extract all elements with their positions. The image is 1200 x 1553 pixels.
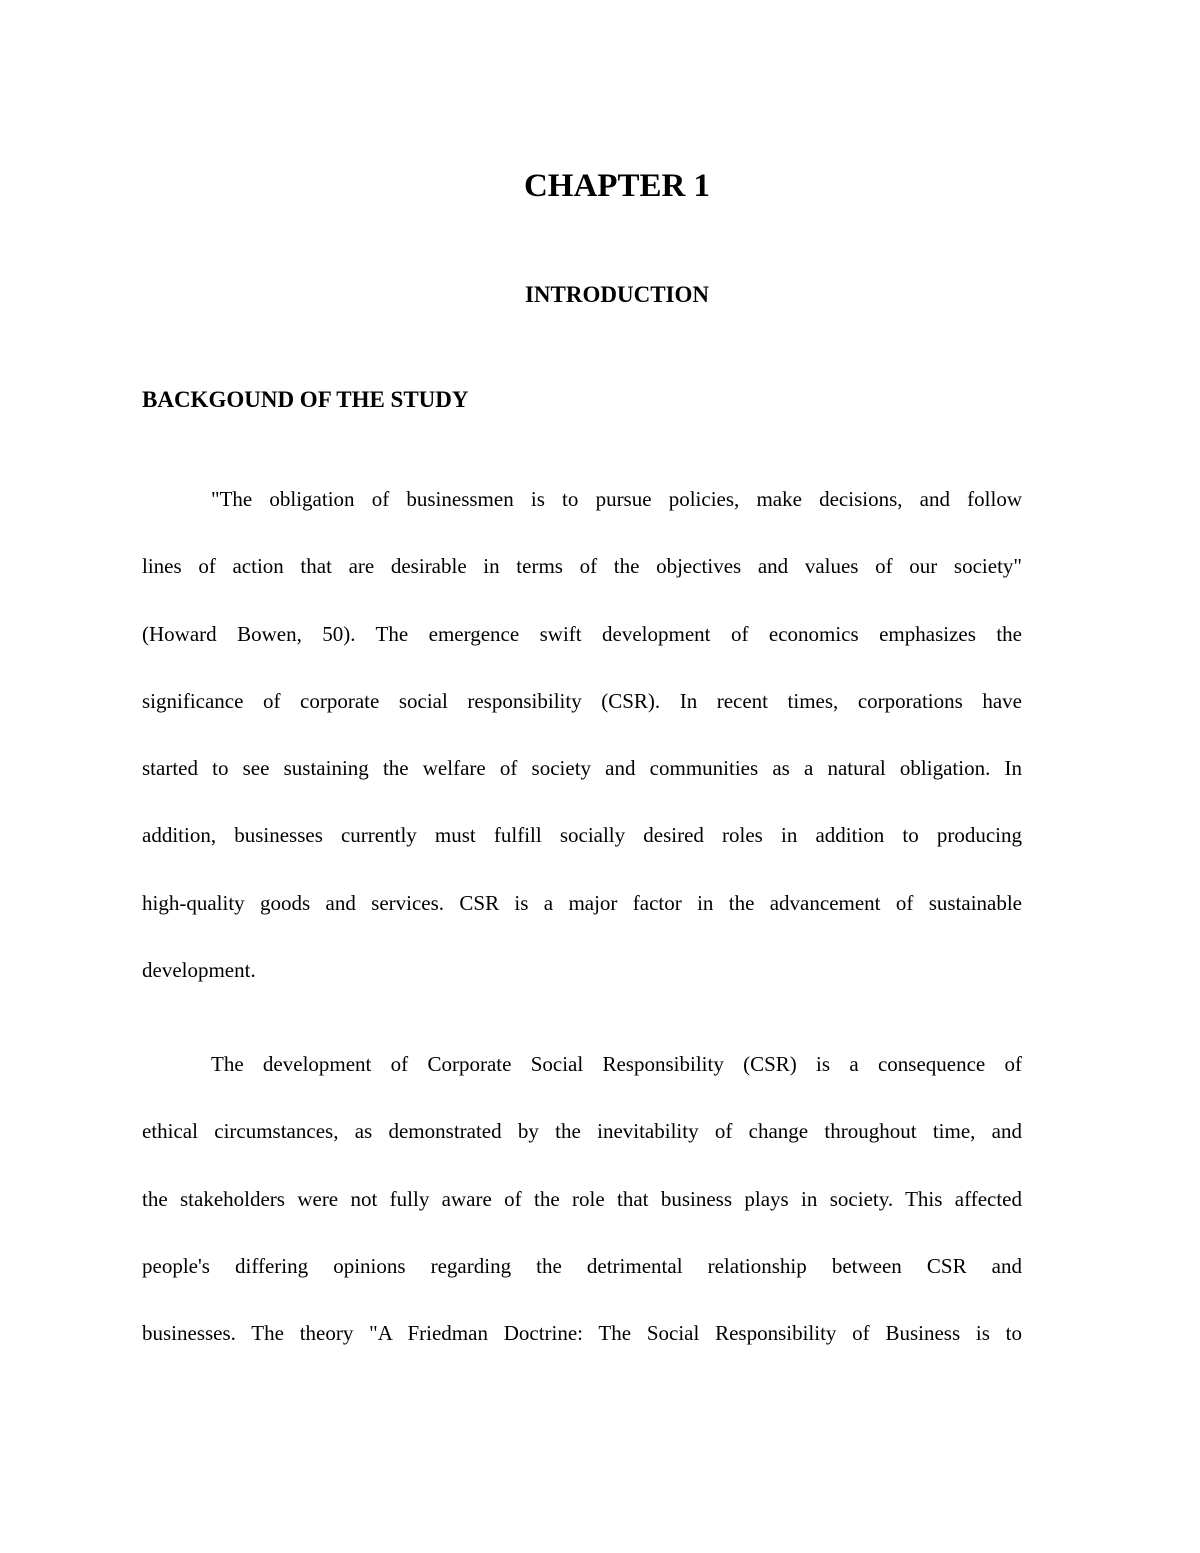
paragraph-2 [142,1049,1022,1385]
subsection-title: BACKGOUND OF THE STUDY [142,387,469,412]
paragraph-line: The development of Corporate Social Responsibility (CSR) is a consequence of [211,1052,1022,1076]
section-title: INTRODUCTION [524,282,710,307]
paragraph-line: high-quality goods and services. CSR is a major factor in the advancement of sustainable [142,890,1022,915]
paragraph-line: the stakeholders were not fully aware of the role that business plays in society. This affected [142,1186,1022,1211]
paragraph-line: "The obligation of businessmen is to pursue policies, make decisions, and follow [211,487,1022,511]
chapter-title: CHAPTER 1 [523,168,711,204]
paragraph-line: development. [142,958,256,983]
paragraph-line: (Howard Bowen, 50). The emergence swift development of economics emphasizes the [142,621,1022,646]
paragraph-line: significance of corporate social responsibility (CSR). In recent times, corporations have [142,688,1022,713]
paragraph-line: businesses. The theory "A Friedman Doctrine: The Social Responsibility of Business is to [142,1321,1022,1346]
paragraph-line: addition, businesses currently must fulfill socially desired roles in addition to producing [142,823,1022,848]
paragraph-line: ethical circumstances, as demonstrated by the inevitability of change throughout time, and [142,1119,1022,1144]
paragraph-line: started to see sustaining the welfare of society and communities as a natural obligation. In [142,756,1022,781]
paragraph-line: lines of action that are desirable in terms of the objectives and values of our society" [142,554,1022,579]
paragraph-1 [142,484,1022,1022]
paragraph-line: people's differing opinions regarding the detrimental relationship between CSR and [142,1253,1022,1278]
